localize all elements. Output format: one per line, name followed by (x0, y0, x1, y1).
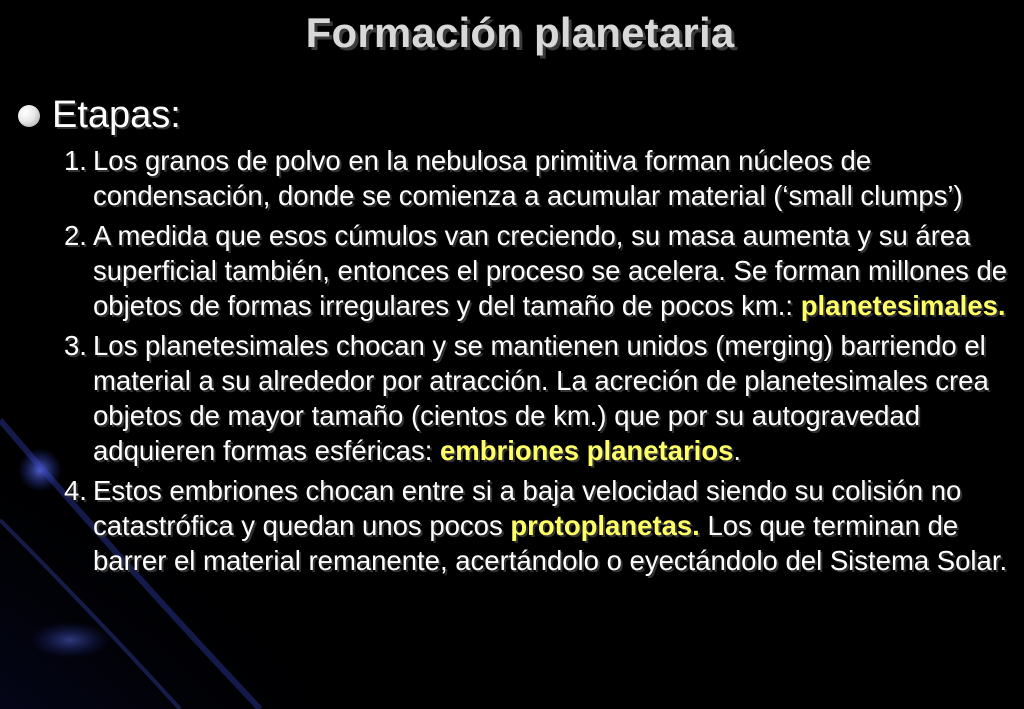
step-item (64, 328, 1014, 468)
step-text: A medida que esos cúmulos van creciendo, su masa aumenta y su área superficial también, entonces el proceso se acelera. Se forman millones de objetos de formas irregulares y del tamaño de pocos km.: (93, 220, 1008, 321)
step-item (64, 143, 1014, 213)
step-number: 1. (64, 145, 87, 176)
heading-text: Etapas: (52, 94, 181, 136)
step-number: 2. (64, 220, 87, 251)
slide-title: Formación planetaria (305, 9, 735, 56)
step-number: 3. (64, 330, 87, 361)
step-text-after: . (733, 435, 742, 466)
step-item (64, 473, 1014, 578)
step-text: Los granos de polvo en la nebulosa primitiva forman núcleos de condensación, donde se comienza a acumular material (‘small clumps’) (93, 145, 963, 211)
section-heading (18, 93, 181, 137)
step-item (64, 218, 1014, 323)
bullet-icon (18, 105, 40, 127)
step-text: Los planetesimales chocan y se mantienen unidos (merging) barriendo el material a su alrededor por atracción. La acreción de planetesimales crea objetos de mayor tamaño (cientos de km.) que por su autogravedad adquieren formas esféricas: (93, 330, 989, 466)
highlight-term: planetesimales. (800, 290, 1006, 321)
steps-list (64, 143, 1014, 583)
highlight-term: protoplanetas. (510, 510, 700, 541)
highlight-term: embriones planetarios (439, 435, 734, 466)
step-text-after: Los que terminan de barrer el material remanente, acertándolo o eyectándolo del Sistema Solar. (93, 510, 1008, 576)
step-text: Estos embriones chocan entre si a baja velocidad siendo su colisión no catastrófica y quedan unos pocos (93, 475, 962, 541)
step-number: 4. (64, 475, 87, 506)
